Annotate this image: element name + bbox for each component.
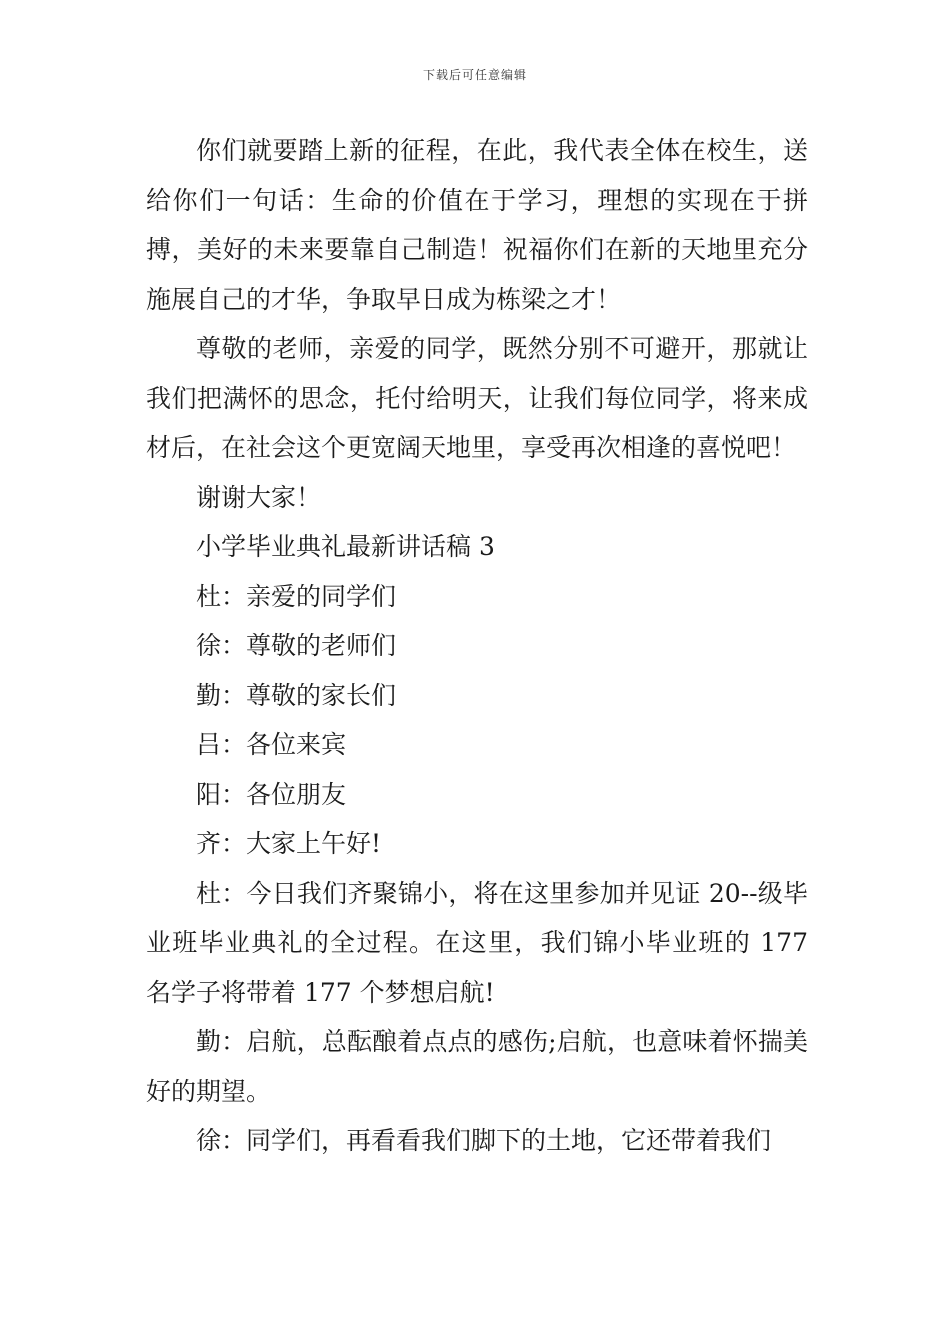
dialogue-line-du-2: 杜：今日我们齐聚锦小，将在这里参加并见证 20--级毕业班毕业典礼的全过程。在这里，我们锦小毕业班的 177 名学子将带着 177 个梦想启航! <box>146 878 808 1007</box>
dialogue-line-all-1: 齐：大家上午好! <box>196 829 382 858</box>
dialogue-line-lv-1: 吕：各位来宾 <box>196 730 347 759</box>
dialogue-line-yang-1: 阳：各位朋友 <box>196 779 347 809</box>
dialogue-line-du-1: 杜：亲爱的同学们 <box>196 581 397 611</box>
page-header-note: 下载后可任意编辑 <box>422 68 527 82</box>
dialogue-line-qin-1: 勤：尊敬的家长们 <box>196 680 397 710</box>
paragraph-farewell-message: 你们就要踏上新的征程，在此，我代表全体在校生，送给你们一句话：生命的价值在于学习，理想的实现在于拼搏，美好的未来要靠自己制造！祝福你们在新的天地里充分施展自己的才华，争取早日成为栋梁之才！ <box>146 136 808 314</box>
paragraph-parting-wishes: 尊敬的老师，亲爱的同学，既然分别不可避开，那就让我们把满怀的思念，托付给明天，让我们每位同学，将来成材后，在社会这个更宽阔天地里，享受再次相逢的喜悦吧！ <box>146 334 808 462</box>
document-body <box>146 126 808 1166</box>
dialogue-line-qin-2: 勤：启航，总酝酿着点点的感伤;启航，也意味着怀揣美好的期望。 <box>146 1027 808 1106</box>
dialogue-line-xu-1: 徐：尊敬的老师们 <box>196 631 397 660</box>
section-title: 小学毕业典礼最新讲话稿 3 <box>196 532 495 561</box>
dialogue-line-xu-2: 徐：同学们，再看看我们脚下的土地，它还带着我们 <box>196 1126 772 1155</box>
paragraph-thanks: 谢谢大家！ <box>196 482 322 512</box>
